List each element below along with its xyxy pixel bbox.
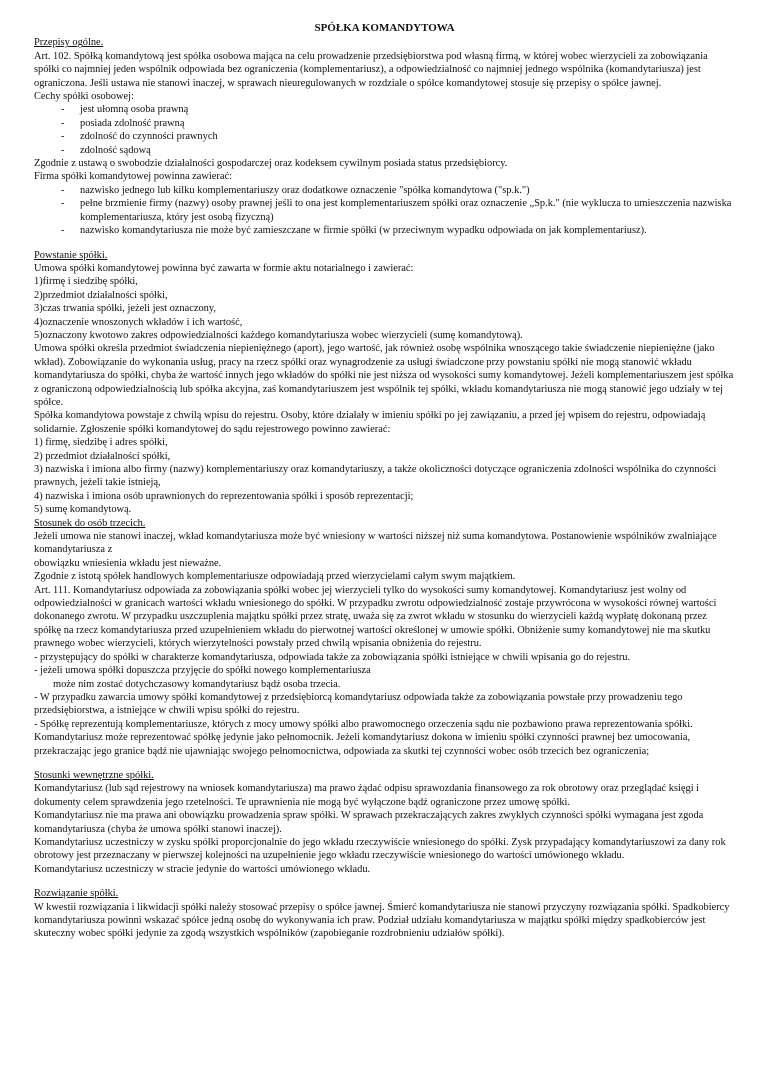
paragraph: - W przypadku zawarcia umowy spółki komandytowej z przedsiębiorcą komandytariusz odpowiada także za zobowiązania powstałe przy prowadzeniu tego przedsiębiorstwa, a istniejące w chwili wpisu spółki do rejestru. [34,691,683,717]
paragraph: 4) nazwiska i imiona osób uprawnionych do reprezentowania spółki i sposób reprezentacji; [34,490,414,502]
section-heading-powstanie: Powstanie spółki. [34,249,108,261]
paragraph: 5)oznaczony kwotowo zakres odpowiedzialności każdego komandytariusza wobec wierzycieli (sumę komandytową). [34,329,523,341]
paragraph: Zgodnie z istotą spółek handlowych komplementariusze odpowiadają przed wierzycielami całym swym majątkiem. [34,571,516,583]
list-item: - zdolność do czynności prawnych [61,130,735,143]
paragraph: Komandytariusz uczestniczy w zysku spółki proporcjonalnie do jego wkładu rzeczywiście wniesionego do spółki. Zysk przypadający komandytariuszowi za dany rok obrotowy jest przeznaczany w pierwszej kolejności na uzupełnienie jego wkładu rzeczywiście wniesionego do wartości umówionego wkładu. [34,836,726,862]
paragraph: Komandytariusz uczestniczy w stracie jedynie do wartości umówionego wkładu. [34,863,371,875]
paragraph: - przystępujący do spółki w charakterze komandytariusza, odpowiada także za zobowiązania spółki istniejące w chwili wpisania go do rejestru. [34,651,631,663]
paragraph: Art. 111. Komandytariusz odpowiada za zobowiązania spółki wobec jej wierzycieli tylko do wysokości sumy komandytowej. Komandytariusz jest wolny od odpowiedzialności w granicach wartości wkładu wniesionego do spółki. W przypadku zwrotu odpowiedzialność zostaje przywrócona w wysokości równej wartości dokonanego zwrotu. W przypadku uszczuplenia majątku spółki przez stratę, uważa się za zwrot wkładu w stosunku do wierzycieli każdą wypłatę dokonaną przez spółkę na rzecz komandytariusza przed uzupełnieniem wkładu do pierwotnej wartości określonej w umowie spółki. Obniżenie sumy komandytowej nie ma skutku prawnego wobec wierzycieli, których wierzytelności powstały przed chwilą wpisania obniżenia do rejestru. [34,584,717,650]
paragraph: Umowa spółki określa przedmiot świadczenia niepieniężnego (aport), jego wartość, jak również osobę wspólnika wnoszącego takie świadczenie niepieniężne (jako wkład). Zobowiązanie do wykonania usług, pracy na rzecz spółki oraz wynagrodzenie za usługi świadczone przy powstaniu spółki nie mogą stanowić wkładu komandytariusza do spółki, chyba że wartość innych jego wkładów do spółki nie jest niższa od wysokości sumy komandytowej. Jeżeli komplementariuszem jest spółka z ograniczoną odpowiedzialnością lub spółka akcyjna, zaś komandytariuszem jest wspólnik tej spółki, wkładu komandytariusza nie mogą stanowić jego udziały w tej spółce. [34,343,734,408]
cechy-list [34,103,735,157]
paragraph: 3)czas trwania spółki, jeżeli jest oznaczony, [34,303,216,315]
list-item: - posiada zdolność prawną [61,117,735,130]
list-item: - nazwisko jednego lub kilku komplementariuszy oraz dodatkowe oznaczenie "spółka komandytowa ("sp.k.") [61,184,735,197]
paragraph: 3) nazwiska i imiona albo firmy (nazwy) komplementariuszy oraz komandytariuszy, a także okoliczności dotyczące ograniczenia zdolności wspólnika do czynności prawnych, jeżeli takie istnieją, [34,464,717,489]
list-item: - zdolność sądową [61,144,735,157]
paragraph: 2) przedmiot działalności spółki, [34,450,171,462]
paragraph: Komandytariusz nie ma prawa ani obowiązku prowadzenia spraw spółki. W sprawach przekraczających zakres zwykłych czynności spółki wymagana jest zgoda komandytariusza (chyba że umowa spółki stanowi inaczej). [34,810,704,835]
section-heading-stosunki-wewnetrzne: Stosunki wewnętrzne spółki. [34,769,154,781]
paragraph: obowiązku wniesienia wkładu jest nieważne. [34,557,222,569]
paragraph: może nim zostać dotychczasowy komandytariusz bądź osoba trzecia. [53,678,341,690]
list-label-firma: Firma spółki komandytowej powinna zawierać: [34,171,232,183]
paragraph: Jeżeli umowa nie stanowi inaczej, wkład komandytariusza może być wniesiony w wartości niższej niż suma komandytowa. Postanowienie wspólników zwalniające komandytariusza z [34,531,717,556]
paragraph: - jeżeli umowa spółki dopuszcza przyjęcie do spółki nowego komplementariusza [34,665,371,677]
list-item: - pełne brzmienie firmy (nazwy) osoby prawnej jeśli to ona jest komplementariuszem spółki oraz oznaczenie „Sp.k." (nie wyklucza to umieszczenia nazwiska komplementariusza, który jest osobą fizyczną) [61,197,735,224]
section-heading-rozwiazanie: Rozwiązanie spółki. [34,888,119,900]
list-label-cechy: Cechy spółki osobowej: [34,91,134,103]
paragraph: 2)przedmiot działalności spółki, [34,289,168,301]
firma-list [34,184,735,238]
paragraph: - Spółkę reprezentują komplementariusze, których z mocy umowy spółki albo prawomocnego orzeczenia sądu nie pozbawiono prawa reprezentowania spółki. Komandytariusz może reprezentować spółkę jedynie jako pełnomocnik. Jeżeli komandytariusz dokona w imieniu spółki czynności prawnej bez umocowania, przekraczając jego granice bądź nie ujawniając swojego pełnomocnictwa, odpowiada za skutki tej czynności wobec osób trzecich bez ograniczenia; [34,718,693,757]
paragraph: 5) sumę komandytową. [34,504,132,516]
section-heading-przepisy: Przepisy ogólne. [34,37,104,49]
section-heading-stosunek: Stosunek do osób trzecich. [34,517,146,529]
paragraph: 1) firmę, siedzibę i adres spółki, [34,437,168,449]
paragraph: Zgodnie z ustawą o swobodzie działalności gospodarczej oraz kodeksem cywilnym posiada status przedsiębiorcy. [34,158,508,170]
paragraph: Art. 102. Spółką komandytową jest spółka osobowa mająca na celu prowadzenie przedsiębiorstwa pod własną firmą, w której wobec wierzycieli za zobowiązania spółki co najmniej jeden wspólnik odpowiada bez ograniczenia (komplementariusz), a odpowiedzialność co najmniej jednego wspólnika (komandytariusza) jest ograniczona. Jeśli ustawa nie stanowi inaczej, w sprawach nieuregulowanych w rozdziale o spółce komandytowej stosuje się przepisy o spółce jawnej. [34,50,708,89]
paragraph: W kwestii rozwiązania i likwidacji spółki należy stosować przepisy o spółce jawnej. Śmierć komandytariusza nie stanowi przyczyny rozwiązania spółki. Spadkobiercy komandytariusza powinni wskazać spółce jedną osobę do wykonywania ich praw. Podział udziału komandytariusza w majątku spółki między spadkobierców jest skuteczny wobec spółki jedynie za zgodą wszystkich wspólników (zapobieganie rozdrobnieniu udziałów spółki). [34,901,730,940]
paragraph: Umowa spółki komandytowej powinna być zawarta w formie aktu notarialnego i zawierać: [34,262,414,274]
paragraph: Komandytariusz (lub sąd rejestrowy na wniosek komandytariusza) ma prawo żądać odpisu sprawozdania finansowego za rok obrotowy oraz przeglądać księgi i dokumenty celem sprawdzenia jego rzetelności. Te uprawnienia nie mogą być wyłączone bądź ograniczone przez umowę spółki. [34,783,700,808]
document-title: SPÓŁKA KOMANDYTOWA [314,22,455,34]
paragraph: 1)firmę i siedzibę spółki, [34,276,138,288]
list-item: - nazwisko komandytariusza nie może być zamieszczane w firmie spółki (w przeciwnym wypadku odpowiada on jak komplementariusz). [61,224,735,237]
paragraph: 4)oznaczenie wnoszonych wkładów i ich wartość, [34,316,243,328]
paragraph: Spółka komandytowa powstaje z chwilą wpisu do rejestru. Osoby, które działały w imieniu spółki po jej zawiązaniu, a przed jej wpisem do rejestru, odpowiadają solidarnie. Zgłoszenie spółki komandytowej do sądu rejestrowego powinno zawierać: [34,410,706,435]
list-item: - jest ułomną osoba prawną [61,103,735,116]
